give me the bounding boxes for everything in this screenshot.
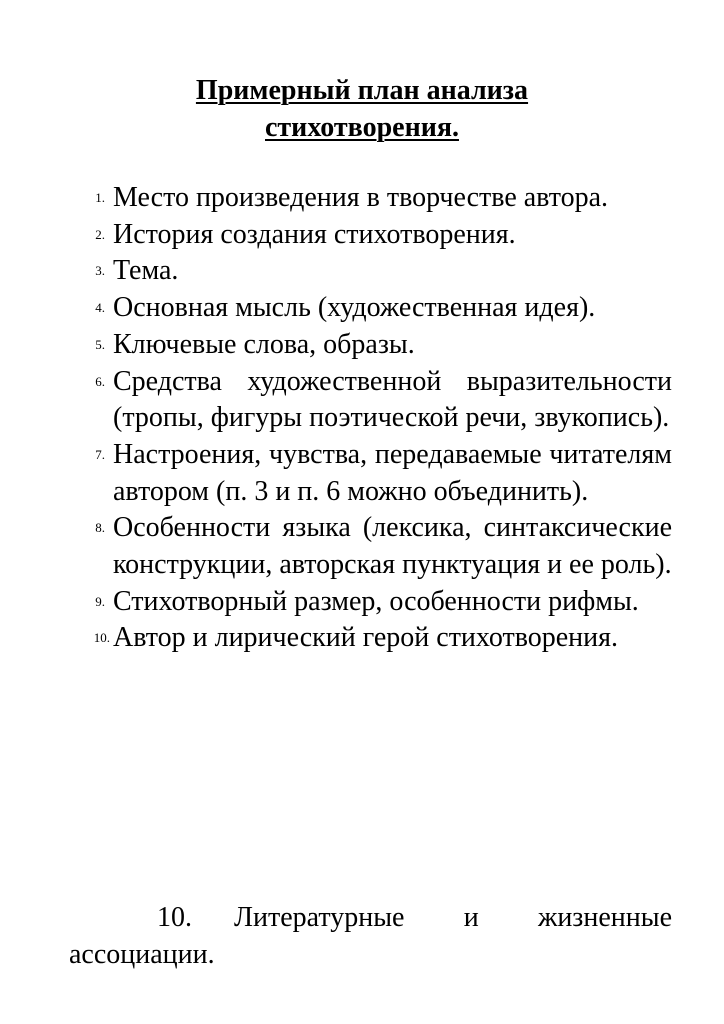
list-item-text: Тема. xyxy=(113,255,179,287)
list-item-text: Особенности языка (лексика, синтаксические конструкции, авторская пунктуация и ее роль). xyxy=(113,512,672,581)
list-item-text: Ключевые слова, образы. xyxy=(113,328,415,360)
list-item-number: 3. xyxy=(95,263,105,279)
list-item-number: 9. xyxy=(95,593,105,609)
list-item-number: 4. xyxy=(95,300,105,316)
list-item-text: Настроения, чувства, передаваемые читателям автором (п. 3 и п. 6 можно объединить). xyxy=(113,438,672,507)
list-item xyxy=(0,584,724,621)
list-item-number: 1. xyxy=(95,190,105,205)
list-item-number: 10. xyxy=(93,630,110,646)
list-item-text: Основная мысль (художественная идея). xyxy=(113,292,596,324)
list-item-text: Средства художественной выразительности (тропы, фигуры поэтической речи, звукопись). xyxy=(113,365,672,434)
list-item-number: 7. xyxy=(95,446,105,462)
list-item xyxy=(0,510,724,583)
list-item xyxy=(0,217,724,254)
list-item xyxy=(0,180,724,217)
list-item-number: 8. xyxy=(95,520,105,536)
list-item-number: 2. xyxy=(95,226,105,242)
list-item xyxy=(0,437,724,510)
list-item xyxy=(0,327,724,364)
list-item-number: 6. xyxy=(95,373,105,389)
list-item-text: Место произведения в творчестве автора. xyxy=(113,182,609,213)
list-item-text: Автор и лирический герой стихотворения. xyxy=(113,622,619,654)
list-item-number: 5. xyxy=(95,336,105,352)
title-line-2: стихотворения. xyxy=(265,112,459,143)
final-paragraph: 10. Литературные и жизненные ассоциации. xyxy=(69,902,672,970)
list-item xyxy=(0,620,724,657)
list-item-text: Стихотворный размер, особенности рифмы. xyxy=(113,585,639,617)
list-item-text: История создания стихотворения. xyxy=(113,218,516,250)
title-line-1: Примерный план анализа xyxy=(195,75,529,106)
analysis-plan-list xyxy=(0,180,724,657)
list-item xyxy=(0,290,724,327)
list-item xyxy=(0,364,724,437)
page-title xyxy=(0,72,724,146)
list-item xyxy=(0,253,724,290)
